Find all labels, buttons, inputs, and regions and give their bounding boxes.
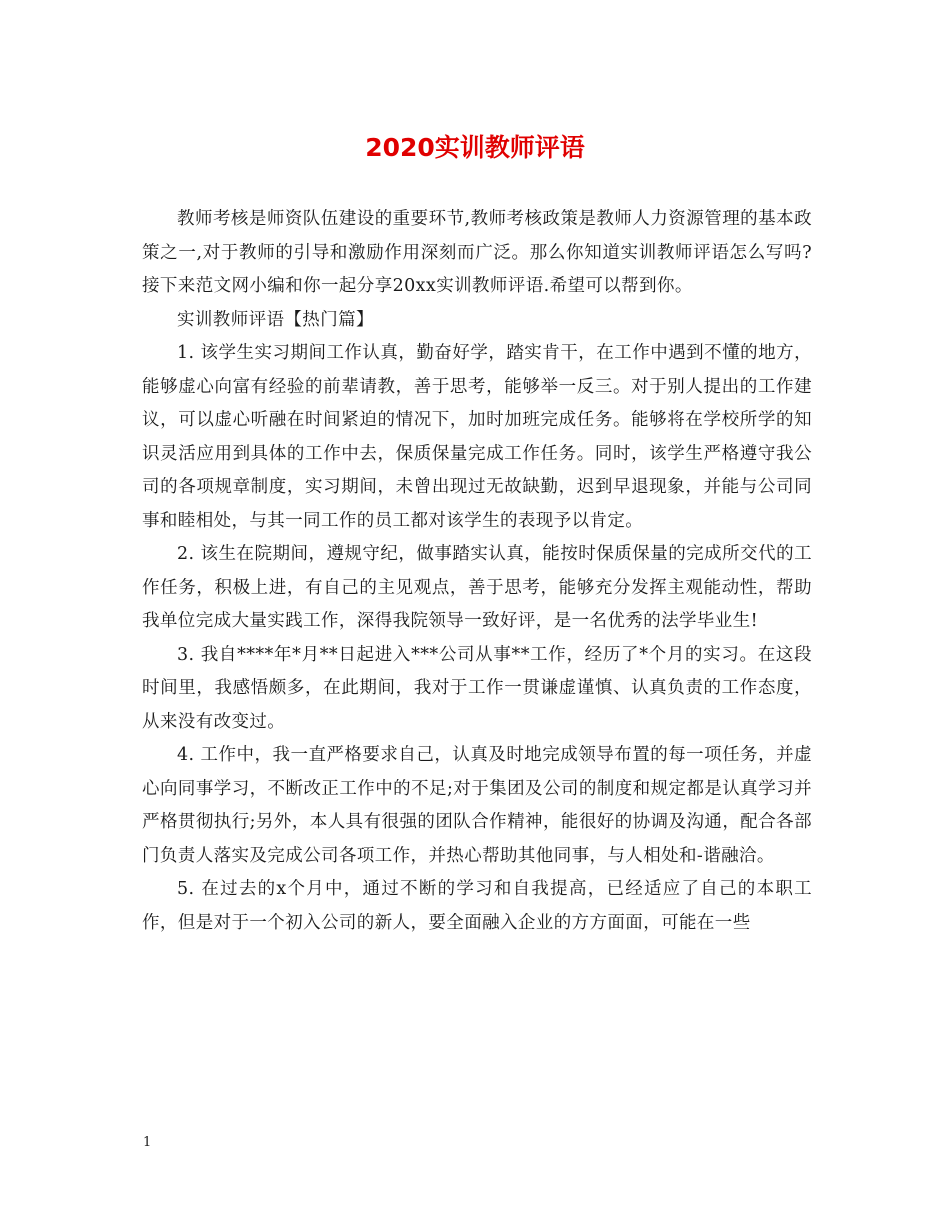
- page-number: 1: [143, 1135, 152, 1150]
- document-title: 2020实训教师评语: [365, 133, 585, 162]
- paragraph-intro: 教师考核是师资队伍建设的重要环节,教师考核政策是教师人力资源管理的基本政策之一,对于教师的引导和激励作用深刻而广泛。那么你知道实训教师评语怎么写吗?接下来范文网小编和你一起分享20xx实训教师评语.希望可以帮到你。: [142, 209, 812, 296]
- paragraph-item-3: 3. 我自****年*月**日起进入***公司从事**工作，经历了*个月的实习。在这段时间里，我感悟颇多，在此期间，我对于工作一贯谦虚谨慎、认真负责的工作态度，从来没有改变过。: [142, 644, 812, 732]
- paragraph-item-1: 1. 该学生实习期间工作认真，勤奋好学，踏实肯干，在工作中遇到不懂的地方，能够虚心向富有经验的前辈请教，善于思考，能够举一反三。对于别人提出的工作建议，可以虚心听融在时间紧迫的情况下，加时加班完成任务。能够将在学校所学的知识灵活应用到具体的工作中去，保质保量完成工作任务。同时，该学生严格遵守我公司的各项规章制度，实习期间，未曾出现过无故缺勤，迟到早退现象，并能与公司同事和睦相处，与其一同工作的员工都对该学生的表现予以肯定。: [142, 343, 812, 531]
- section-heading: 实训教师评语【热门篇】: [177, 309, 374, 330]
- document-body: [142, 203, 812, 940]
- paragraph-item-2: 2. 该生在院期间，遵规守纪，做事踏实认真，能按时保质保量的完成所交代的工作任务，积极上进，有自己的主见观点，善于思考，能够充分发挥主观能动性，帮助我单位完成大量实践工作，深得我院领导一致好评，是一名优秀的法学毕业生!: [142, 544, 812, 631]
- paragraph-item-5: 5. 在过去的x个月中，通过不断的学习和自我提高，已经适应了自己的本职工作，但是对于一个初入公司的新人，要全面融入企业的方方面面，可能在一些: [142, 879, 812, 933]
- paragraph-item-4: 4. 工作中，我一直严格要求自己，认真及时地完成领导布置的每一项任务，并虚心向同事学习，不断改正工作中的不足;对于集团及公司的制度和规定都是认真学习并严格贯彻执行;另外，本人具有很强的团队合作精神，能很好的协调及沟通，配合各部门负责人落实及完成公司各项工作，并热心帮助其他同事，与人相处和-谐融洽。: [142, 745, 812, 866]
